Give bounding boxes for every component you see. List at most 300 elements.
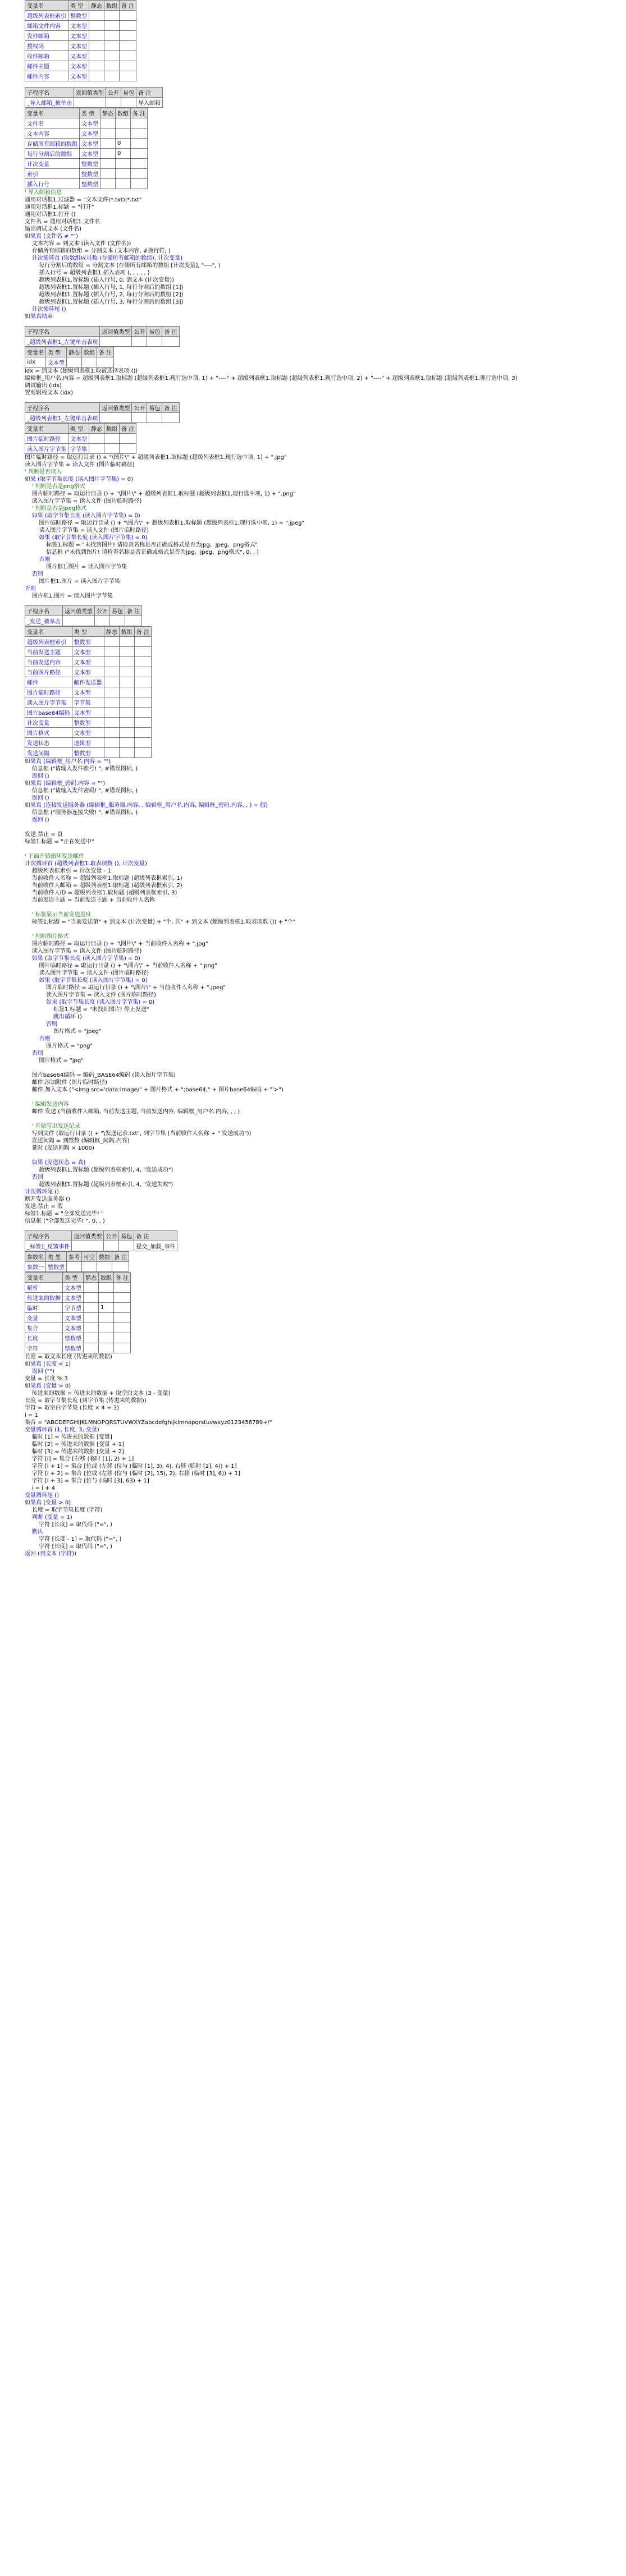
code-line[interactable]: i = i + 4 — [25, 1485, 56, 1491]
table-cell[interactable] — [97, 1262, 112, 1272]
code-line[interactable]: 如果真 (编辑框_用户名.内容 = "") — [25, 759, 111, 765]
table-cell[interactable] — [89, 21, 104, 31]
table-cell[interactable]: 文本型 — [72, 708, 104, 718]
table-cell[interactable]: 超级列表框索引 — [25, 11, 68, 21]
table-cell[interactable] — [121, 98, 136, 108]
code-line[interactable]: 图片框1.图片 = 读入图片字节集 — [25, 578, 120, 585]
code-line[interactable]: 信息框 ("服务器连接失败! ", #错误图标, ) — [25, 810, 138, 816]
table-cell[interactable] — [120, 61, 136, 71]
code-line[interactable]: idx = 到文本 (超级列表框1.取被选择表项 ()) — [25, 368, 138, 374]
table-cell[interactable]: _标签1_反馈事件 — [25, 1241, 72, 1251]
table-cell[interactable] — [162, 413, 179, 423]
table-cell[interactable] — [114, 1313, 131, 1323]
code-line[interactable]: 计次循环尾 () — [25, 1189, 59, 1195]
table-cell[interactable] — [104, 637, 119, 647]
code-line[interactable]: 变量循环首 (1, 长度, 3, 变量) — [25, 1427, 99, 1433]
table-cell[interactable]: 计次变量 — [25, 718, 72, 728]
code-line[interactable]: ' 导入邮箱信息 — [25, 190, 62, 196]
table-cell[interactable] — [114, 1293, 131, 1303]
code-line[interactable]: ' 开始写出发送记录 — [25, 1123, 80, 1129]
table-row[interactable] — [25, 697, 152, 708]
code-line[interactable]: 超级列表框1.置标题 (插入行号, 0, 到文本 (计次变量)) — [25, 277, 175, 283]
table-cell[interactable] — [114, 1283, 131, 1293]
table-cell[interactable] — [119, 687, 134, 697]
table-cell[interactable] — [112, 1262, 129, 1272]
table-row[interactable] — [25, 657, 152, 667]
code-line[interactable]: 超级列表框索引 = 计次变量 - 1 — [25, 868, 111, 874]
code-editor[interactable] — [25, 0, 620, 1563]
table-row[interactable] — [25, 1343, 131, 1353]
table-row[interactable] — [25, 179, 148, 189]
code-line[interactable]: 如果真 (连接发送服务器 (编辑框_服务器.内容, , 编辑框_用户名.内容, 编辑框_密码.内容, , ) = 假) — [25, 802, 268, 809]
code-line[interactable]: 否则 — [25, 557, 51, 563]
table-cell[interactable] — [116, 118, 131, 128]
table-cell[interactable] — [120, 31, 136, 41]
code-line[interactable]: 如果真 (长度 < 1) — [25, 1361, 71, 1367]
table-cell[interactable] — [104, 697, 119, 708]
table-cell[interactable]: 邮件发送器 — [72, 677, 104, 687]
table-cell[interactable]: 文本型 — [68, 51, 89, 61]
table-cell[interactable]: 字节集 — [72, 697, 104, 708]
table-row[interactable] — [25, 647, 152, 657]
code-line[interactable]: ' 判断是否是jpeg格式 — [25, 506, 87, 512]
table-cell[interactable] — [89, 31, 104, 41]
table-cell[interactable] — [119, 697, 134, 708]
table-cell[interactable] — [106, 98, 121, 108]
table-cell[interactable] — [67, 357, 82, 368]
table-cell[interactable] — [89, 11, 104, 21]
table-cell[interactable] — [100, 413, 132, 423]
table-cell[interactable] — [110, 616, 125, 626]
table-cell[interactable]: 整数型 — [80, 159, 100, 169]
code-line[interactable]: 返回 (到文本 (字符)) — [25, 1551, 76, 1557]
table-cell[interactable] — [84, 1293, 99, 1303]
code-line[interactable]: 字符 [i + 1] = 集合 [位或 (左移 (位与 (临时 [1], 3), 4), 右移 (临时 [2], 4)) + 1] — [25, 1463, 237, 1470]
table-cell[interactable]: 字符 — [25, 1343, 63, 1353]
code-line[interactable]: 否则 — [25, 571, 43, 577]
table-row[interactable] — [25, 738, 152, 748]
table-cell[interactable]: 插入行号 — [25, 179, 80, 189]
code-line[interactable]: 延时 (发送间隔 × 1000) — [25, 1145, 94, 1151]
code-line[interactable]: ' 判断图片格式 — [25, 934, 69, 940]
table-row[interactable] — [25, 21, 136, 31]
code-line[interactable]: 如果真 (文件名 ≠ "") — [25, 233, 78, 240]
table-cell[interactable] — [84, 1323, 99, 1333]
table-cell[interactable]: 变量 — [25, 1313, 63, 1323]
table-cell[interactable]: 发件邮箱 — [25, 31, 68, 41]
table-row[interactable] — [25, 1283, 131, 1293]
table-cell[interactable]: 整数型 — [72, 748, 104, 758]
table-cell[interactable] — [119, 718, 134, 728]
code-line[interactable]: 否则 — [25, 1021, 58, 1027]
table-cell[interactable]: 整数型 — [72, 718, 104, 728]
table-cell[interactable] — [132, 413, 147, 423]
table-cell[interactable] — [134, 657, 151, 667]
table-row[interactable] — [25, 337, 180, 347]
table-cell[interactable] — [104, 51, 120, 61]
table-cell[interactable]: 整数型 — [46, 1262, 67, 1272]
table-cell[interactable]: 整数型 — [63, 1333, 84, 1343]
table-row[interactable] — [25, 61, 136, 71]
table-cell[interactable] — [84, 1283, 99, 1293]
code-line[interactable]: 超级列表框1.置标题 (插入行号, 2, 每行分割后的数组 [2]) — [25, 292, 184, 298]
table-cell[interactable]: 字节型 — [63, 1303, 84, 1313]
code-line[interactable] — [25, 824, 620, 831]
table-cell[interactable]: 整数型 — [63, 1343, 84, 1353]
table-row[interactable] — [25, 748, 152, 758]
table-cell[interactable] — [99, 1293, 114, 1303]
code-line[interactable]: 传进来的数据 = 传进来的数据 + 取空白文本 (3 - 变量) — [25, 1390, 171, 1397]
table-cell[interactable] — [120, 434, 136, 444]
table-cell[interactable]: 文本型 — [68, 41, 89, 51]
code-line[interactable]: 读入图片字节集 = 读入文件 (图片临时路径) — [25, 970, 149, 976]
table-cell[interactable] — [131, 179, 148, 189]
code-line[interactable]: 如果真结束 — [25, 314, 53, 320]
table-cell[interactable]: 计次变量 — [25, 159, 80, 169]
code-block[interactable] — [25, 758, 620, 1225]
code-line[interactable]: 字符 [i] = 集合 [右移 (临时 [1], 2) + 1] — [25, 1456, 134, 1462]
table-row[interactable] — [25, 98, 163, 108]
table-cell[interactable]: 文本型 — [68, 31, 89, 41]
table-row[interactable] — [25, 41, 136, 51]
code-line[interactable]: 发送.禁止 = 假 — [25, 1204, 63, 1210]
table-cell[interactable] — [125, 616, 142, 626]
code-line[interactable]: 字符 [长度 - 1] = 取代码 ("=", ) — [25, 1536, 122, 1542]
table-cell[interactable]: 图片临时路径 — [25, 687, 72, 697]
table-cell[interactable] — [95, 616, 110, 626]
code-line[interactable]: 如果 (取字节集长度 (读入图片字节集) = 0) — [25, 513, 140, 519]
table-cell[interactable]: 发送间隔 — [25, 748, 72, 758]
table-cell[interactable] — [104, 21, 120, 31]
code-line[interactable] — [25, 1152, 620, 1159]
code-line[interactable]: 读入图片字节集 = 读入文件 (图片临时路径) — [25, 527, 149, 534]
table-cell[interactable] — [114, 1303, 131, 1313]
table-cell[interactable]: 1 — [99, 1303, 114, 1313]
code-line[interactable]: 图片临时路径 = 取运行目录 () + "\图片\" + 当前收件人名称 + ".jpeg" — [25, 985, 226, 991]
code-line[interactable]: 标签1.标题 = "全部发送完毕! " — [25, 1211, 104, 1217]
code-line[interactable]: 判断 (变量 = 1) — [25, 1514, 72, 1521]
code-line[interactable] — [25, 1064, 620, 1072]
table-cell[interactable] — [104, 41, 120, 51]
table-row[interactable] — [25, 118, 148, 128]
code-line[interactable]: 邮件.添加附件 (图片临时路径) — [25, 1080, 107, 1086]
table-cell[interactable] — [89, 434, 104, 444]
table-cell[interactable]: 整数型 — [80, 169, 100, 179]
code-line[interactable]: 如果 (取字节集长度 (读入图片字节集) = 0) — [25, 977, 148, 984]
table-cell[interactable] — [104, 677, 119, 687]
table-cell[interactable]: 整数型 — [80, 179, 100, 189]
code-line[interactable]: 图片临时路径 = 取运行目录 () + "\图片\" + 当前收件人名称 + ".png" — [25, 963, 217, 969]
table-cell[interactable] — [104, 647, 119, 657]
table-cell[interactable] — [74, 98, 106, 108]
table-cell[interactable] — [63, 616, 95, 626]
table-cell[interactable]: 整数型 — [72, 637, 104, 647]
table-cell[interactable] — [119, 748, 134, 758]
code-line[interactable]: 临时 [2] = 传进来的数据 [变量 + 1] — [25, 1441, 124, 1448]
code-line[interactable]: 图片临时路径 = 取运行目录 () + "\图片\" + 当前收件人名称 + ".jpg" — [25, 941, 208, 947]
table-cell[interactable] — [134, 728, 151, 738]
table-cell[interactable]: 当前发送主题 — [25, 647, 72, 657]
table-cell[interactable] — [134, 647, 151, 657]
table-row[interactable] — [25, 677, 152, 687]
table-cell[interactable] — [67, 1262, 82, 1272]
table-row[interactable] — [25, 728, 152, 738]
table-cell[interactable]: 0 — [116, 149, 131, 159]
table-cell[interactable] — [89, 71, 104, 81]
table-cell[interactable] — [119, 738, 134, 748]
table-row[interactable] — [25, 1241, 177, 1251]
table-cell[interactable]: 导入邮箱 — [136, 98, 163, 108]
table-cell[interactable]: 文本型 — [72, 657, 104, 667]
table-cell[interactable] — [99, 1343, 114, 1353]
table-cell[interactable]: 0 — [116, 139, 131, 149]
table-cell[interactable] — [97, 357, 114, 368]
table-cell[interactable]: 图片临时路径 — [25, 434, 68, 444]
table-cell[interactable]: 文本内容 — [25, 128, 80, 139]
table-row[interactable] — [25, 708, 152, 718]
code-line[interactable]: 默认 — [25, 1529, 43, 1535]
table-cell[interactable]: 长度 — [25, 1333, 63, 1343]
table-cell[interactable] — [134, 697, 151, 708]
code-line[interactable]: 存储所有邮箱的数组 = 分割文本 (文本内容, #换行符, ) — [25, 248, 171, 254]
table-cell[interactable] — [147, 413, 162, 423]
table-cell[interactable]: 传进来的数据 — [25, 1293, 63, 1303]
table-cell[interactable]: 文本型 — [68, 61, 89, 71]
table-cell[interactable] — [89, 41, 104, 51]
table-cell[interactable] — [89, 51, 104, 61]
table-cell[interactable] — [120, 71, 136, 81]
code-line[interactable]: 返回 () — [25, 773, 49, 779]
code-line[interactable]: 读入图片字节集 = 读入文件 (图片临时路径) — [25, 948, 142, 954]
table-cell[interactable]: 邮件内容 — [25, 71, 68, 81]
code-line[interactable]: 否则 — [25, 1050, 43, 1057]
table-cell[interactable]: 超级列表框索引 — [25, 637, 72, 647]
table-cell[interactable] — [104, 708, 119, 718]
table-cell[interactable]: 收件邮箱 — [25, 51, 68, 61]
table-cell[interactable]: 文本型 — [72, 728, 104, 738]
table-cell[interactable] — [132, 337, 147, 347]
table-cell[interactable]: 授权码 — [25, 41, 68, 51]
table-cell[interactable] — [104, 444, 120, 454]
code-line[interactable]: 长度 = 取文本长度 (传进来的数据) — [25, 1354, 112, 1360]
code-line[interactable]: 每行分割后的数组 = 分割文本 (存储所有邮箱的数组 [计次变量], "----", ) — [25, 263, 221, 269]
code-line[interactable]: 编辑框_用户名.内容 = 超级列表框1.取标题 (超级列表框1.现行选中项, 1) + "----" + 超级列表框1.取标题 (超级列表框1.现行选中项, 2) + "----" + 超级列表框1.取标题 (超级列表框1.现行选中项, 3) — [25, 375, 518, 382]
table-cell[interactable] — [119, 1241, 134, 1251]
table-cell[interactable]: 逻辑型 — [72, 738, 104, 748]
code-line[interactable]: 图片框1.图片 = 读入图片字节集 — [25, 564, 127, 570]
code-line[interactable]: 标签1.标题 = "未找到图片! 停止发送" — [25, 1007, 149, 1013]
table-cell[interactable] — [104, 687, 119, 697]
table-cell[interactable] — [134, 667, 151, 677]
table-cell[interactable]: 文本型 — [80, 139, 100, 149]
code-line[interactable]: 插入行号 = 超级列表框1.插入表项 (, , , , , ) — [25, 270, 150, 276]
table-row[interactable] — [25, 637, 152, 647]
table-cell[interactable]: _超级列表框1_左键单击表项 — [25, 337, 100, 347]
code-line[interactable]: 集合 = "ABCDEFGHIJKLMNOPQRSTUVWXYZabcdefghijklmnopqrstuvwxyz0123456789+/" — [25, 1420, 272, 1426]
code-line[interactable]: 字符 [i + 3] = 集合 [位与 (临时 [3], 63) + 1] — [25, 1478, 149, 1484]
table-cell[interactable] — [119, 677, 134, 687]
table-row[interactable] — [25, 1333, 131, 1343]
code-line[interactable]: 输出调试文本 (文件名) — [25, 226, 81, 232]
table-cell[interactable]: 文本型 — [72, 647, 104, 657]
code-line[interactable]: 临时 [3] = 传进来的数据 [变量 + 2] — [25, 1449, 124, 1455]
code-line[interactable]: 标签1.标题 = "正在发送中" — [25, 839, 94, 845]
table-cell[interactable]: 文本型 — [80, 149, 100, 159]
table-cell[interactable] — [131, 149, 148, 159]
table-row[interactable] — [25, 434, 136, 444]
code-line[interactable]: 图片临时路径 = 取运行目录 () + "\图片\" + 超级列表框1.取标题 (超级列表框1.现行选中项, 1) + ".png" — [25, 491, 296, 497]
code-line[interactable]: 字符 [长度] = 取代码 ("=", ) — [25, 1522, 113, 1528]
table-row[interactable] — [25, 128, 148, 139]
table-row[interactable] — [25, 11, 136, 21]
table-cell[interactable]: 提交_加载_事件 — [134, 1241, 177, 1251]
table-cell[interactable] — [119, 667, 134, 677]
table-cell[interactable] — [119, 647, 134, 657]
table-cell[interactable] — [84, 1343, 99, 1353]
table-cell[interactable] — [114, 1323, 131, 1333]
table-cell[interactable] — [99, 1283, 114, 1293]
table-cell[interactable] — [119, 657, 134, 667]
table-cell[interactable] — [116, 159, 131, 169]
table-row[interactable] — [25, 1313, 131, 1323]
table-cell[interactable] — [104, 1241, 119, 1251]
table-cell[interactable] — [114, 1333, 131, 1343]
code-line[interactable] — [25, 1094, 620, 1101]
table-row[interactable] — [25, 667, 152, 677]
code-line[interactable]: 文本内容 = 到文本 (读入文件 (文件名)) — [25, 241, 131, 247]
table-cell[interactable] — [72, 1241, 104, 1251]
table-cell[interactable]: 解析 — [25, 1283, 63, 1293]
table-row[interactable] — [25, 718, 152, 728]
table-row[interactable] — [25, 1323, 131, 1333]
code-line[interactable]: 超级列表框1.置标题 (超级列表框索引, 4, "发送成功") — [25, 1167, 173, 1173]
code-line[interactable]: 如果真 (变量 > 0) — [25, 1500, 71, 1506]
table-cell[interactable]: 邮箱文件内容 — [25, 21, 68, 31]
code-line[interactable]: 图片base64编码 = 编码_BASE64编码 (读入图片字节集) — [25, 1072, 176, 1078]
table-row[interactable] — [25, 159, 148, 169]
code-line[interactable]: ' 编辑发送内容 — [25, 1101, 69, 1108]
code-line[interactable] — [25, 1115, 620, 1123]
table-cell[interactable] — [131, 159, 148, 169]
code-line[interactable]: 返回 () — [25, 817, 49, 823]
table-cell[interactable]: 每行分割后的数组 — [25, 149, 80, 159]
table-cell[interactable]: 文本型 — [63, 1313, 84, 1323]
code-line[interactable]: 邮件.发送 (当前收件人邮箱, 当前发送主题, 当前发送内容, 编辑框_用户名.内容, , , ) — [25, 1109, 240, 1115]
code-line[interactable]: 超级列表框1.置标题 (插入行号, 3, 每行分割后的数组 [3]) — [25, 299, 184, 305]
code-line[interactable]: 计次循环首 (超级列表框1.取表项数 (), 计次变量) — [25, 861, 147, 867]
table-cell[interactable] — [100, 179, 116, 189]
code-line[interactable]: 否则 — [25, 1174, 43, 1181]
code-line[interactable]: 信息框 ("请输入发件密码! ", #错误图标, ) — [25, 788, 138, 794]
table-cell[interactable] — [104, 657, 119, 667]
table-cell[interactable]: 文本型 — [72, 667, 104, 677]
code-line[interactable]: 计次循环首 (取数组成员数 (存储所有邮箱的数组), 计次变量) — [25, 255, 183, 261]
code-line[interactable]: 当前发送主题 = 当前发送主题 + 当前收件人名称 — [25, 897, 156, 903]
code-line[interactable]: 返回 () — [25, 795, 49, 801]
table-row[interactable] — [25, 357, 114, 368]
table-cell[interactable] — [119, 728, 134, 738]
table-cell[interactable]: idx — [25, 357, 46, 368]
table-cell[interactable]: 文件名 — [25, 118, 80, 128]
table-cell[interactable] — [120, 51, 136, 61]
table-row[interactable] — [25, 51, 136, 61]
table-cell[interactable] — [116, 169, 131, 179]
code-line[interactable]: 发送间隔 = 到整数 (编辑框_间隔.内容) — [25, 1138, 130, 1144]
table-cell[interactable] — [100, 118, 116, 128]
table-cell[interactable] — [104, 728, 119, 738]
code-line[interactable]: 图片格式 = "jpg" — [25, 1058, 84, 1064]
table-cell[interactable] — [131, 169, 148, 179]
table-cell[interactable] — [131, 139, 148, 149]
code-line[interactable]: 如果 (取字节集长度 (读入图片字节集) = 0) — [25, 956, 140, 962]
code-block[interactable] — [25, 1353, 620, 1558]
table-cell[interactable]: 文本型 — [63, 1293, 84, 1303]
table-cell[interactable]: 发送状态 — [25, 738, 72, 748]
table-cell[interactable]: 集合 — [25, 1323, 63, 1333]
table-cell[interactable] — [99, 1313, 114, 1323]
table-cell[interactable] — [104, 11, 120, 21]
code-line[interactable]: 标签1.标题 = "当前发送第" + 到文本 (计次变量) + "个, 共" + 到文本 (超级列表框1.取表项数 ()) + "个" — [25, 919, 296, 925]
table-cell[interactable] — [100, 337, 132, 347]
table-cell[interactable]: 文本型 — [63, 1283, 84, 1293]
table-cell[interactable] — [131, 118, 148, 128]
table-row[interactable] — [25, 444, 136, 454]
table-row[interactable] — [25, 71, 136, 81]
table-cell[interactable]: 图片base64编码 — [25, 708, 72, 718]
table-row[interactable] — [25, 149, 148, 159]
table-cell[interactable]: 整数型 — [68, 11, 89, 21]
table-row[interactable] — [25, 139, 148, 149]
table-cell[interactable]: 文本型 — [80, 128, 100, 139]
table-cell[interactable] — [84, 1313, 99, 1323]
code-line[interactable]: 发送.禁止 = 真 — [25, 832, 63, 838]
table-cell[interactable]: 读入图片字节集 — [25, 697, 72, 708]
code-line[interactable]: 读入图片字节集 = 读入文件 (图片临时路径) — [25, 992, 156, 998]
table-row[interactable] — [25, 1303, 131, 1313]
table-cell[interactable] — [114, 1343, 131, 1353]
table-cell[interactable]: 临时 — [25, 1303, 63, 1313]
code-block[interactable] — [25, 189, 620, 320]
table-cell[interactable] — [82, 1262, 97, 1272]
table-cell[interactable] — [104, 667, 119, 677]
table-cell[interactable] — [104, 434, 120, 444]
code-line[interactable]: 信息框 ("请输入发件账号! ", #错误图标, ) — [25, 766, 138, 772]
code-line[interactable]: 如果真 (变量 > 0) — [25, 1383, 71, 1389]
table-cell[interactable]: 存储所有邮箱的数组 — [25, 139, 80, 149]
code-line[interactable]: 断开发送服务器 () — [25, 1196, 70, 1202]
code-line[interactable]: 图片格式 = "png" — [25, 1043, 93, 1049]
code-line[interactable]: 当前收件人邮箱 = 超级列表框1.取标题 (超级列表框索引, 2) — [25, 883, 182, 889]
code-line[interactable]: ' 判断是否读入 — [25, 469, 62, 475]
table-cell[interactable] — [104, 31, 120, 41]
table-cell[interactable] — [134, 677, 151, 687]
table-cell[interactable] — [104, 738, 119, 748]
table-cell[interactable] — [100, 159, 116, 169]
table-cell[interactable]: 当前图片路径 — [25, 667, 72, 677]
table-cell[interactable] — [82, 357, 97, 368]
code-block[interactable] — [25, 454, 620, 600]
table-cell[interactable]: 文本型 — [68, 434, 89, 444]
table-cell[interactable] — [120, 41, 136, 51]
table-row[interactable] — [25, 616, 142, 626]
code-line[interactable]: ' 标签显示当前发送进度 — [25, 912, 92, 918]
table-cell[interactable] — [100, 139, 116, 149]
table-cell[interactable] — [84, 1333, 99, 1343]
table-cell[interactable] — [84, 1303, 99, 1313]
table-cell[interactable] — [104, 718, 119, 728]
table-cell[interactable]: _超级列表框1_左键单击表项 — [25, 413, 100, 423]
table-cell[interactable] — [119, 637, 134, 647]
